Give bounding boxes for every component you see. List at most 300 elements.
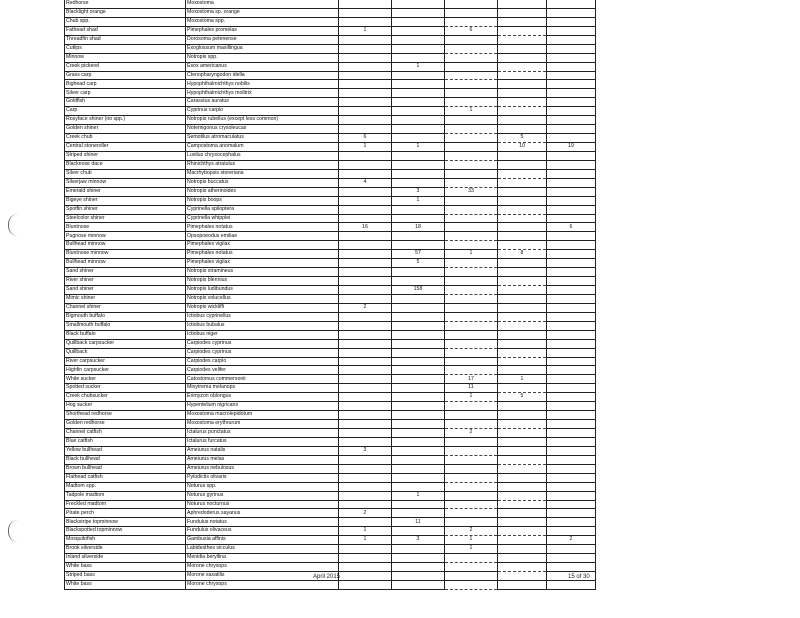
scientific-name-cell: Gambusia affinis bbox=[186, 536, 339, 545]
count-cell bbox=[392, 44, 445, 53]
count-cell bbox=[498, 259, 547, 268]
common-name-cell: Fathead shad bbox=[65, 26, 186, 35]
count-cell bbox=[339, 116, 392, 125]
count-cell bbox=[339, 563, 392, 572]
scientific-name-cell: Notropis ludibundus bbox=[186, 286, 339, 295]
table-row bbox=[65, 420, 596, 429]
common-name-cell: Central stoneroller bbox=[65, 143, 186, 152]
scientific-name-cell: Erimyzon oblongus bbox=[186, 393, 339, 402]
common-name-cell: Bigeye shiner bbox=[65, 196, 186, 205]
table-row bbox=[65, 169, 596, 178]
common-name-cell: Creek chubsucker bbox=[65, 393, 186, 402]
count-cell bbox=[547, 187, 596, 196]
count-cell: 1 bbox=[339, 26, 392, 35]
count-cell bbox=[339, 259, 392, 268]
scientific-name-cell: Notropis atherinoides bbox=[186, 187, 339, 196]
table-row bbox=[65, 491, 596, 500]
common-name-cell: Bighead carp bbox=[65, 80, 186, 89]
count-cell: 3 bbox=[392, 187, 445, 196]
scientific-name-cell: Ictalurus punctatus bbox=[186, 429, 339, 438]
count-cell bbox=[498, 572, 547, 581]
common-name-cell: Silverjaw minnow bbox=[65, 178, 186, 187]
scientific-name-cell: Morone saxatilis bbox=[186, 572, 339, 581]
count-cell bbox=[498, 205, 547, 214]
count-cell bbox=[498, 294, 547, 303]
count-cell bbox=[498, 241, 547, 250]
count-cell bbox=[392, 446, 445, 455]
count-cell bbox=[339, 464, 392, 473]
count-cell: 6 bbox=[547, 223, 596, 232]
species-table-body bbox=[65, 0, 596, 589]
count-cell bbox=[547, 214, 596, 223]
table-row bbox=[65, 160, 596, 169]
count-cell bbox=[498, 35, 547, 44]
table-row bbox=[65, 250, 596, 259]
count-cell bbox=[392, 339, 445, 348]
count-cell bbox=[445, 420, 498, 429]
count-cell bbox=[392, 98, 445, 107]
count-cell bbox=[547, 429, 596, 438]
scientific-name-cell: Ameiurus melas bbox=[186, 455, 339, 464]
table-row bbox=[65, 348, 596, 357]
count-cell bbox=[498, 151, 547, 160]
common-name-cell: Minnow bbox=[65, 53, 186, 62]
count-cell bbox=[498, 80, 547, 89]
scientific-name-cell: Carpiodes carpio bbox=[186, 357, 339, 366]
count-cell bbox=[547, 294, 596, 303]
count-cell bbox=[547, 464, 596, 473]
common-name-cell: Mosquitofish bbox=[65, 536, 186, 545]
count-cell bbox=[445, 196, 498, 205]
scientific-name-cell: Carpiodes cyprinus bbox=[186, 339, 339, 348]
table-row bbox=[65, 429, 596, 438]
scientific-name-cell: Noturus gyrinus bbox=[186, 491, 339, 500]
count-cell bbox=[498, 223, 547, 232]
count-cell bbox=[498, 420, 547, 429]
count-cell bbox=[445, 259, 498, 268]
count-cell bbox=[392, 580, 445, 589]
count-cell bbox=[339, 250, 392, 259]
count-cell bbox=[339, 393, 392, 402]
count-cell: 1 bbox=[392, 143, 445, 152]
count-cell bbox=[339, 35, 392, 44]
count-cell bbox=[339, 437, 392, 446]
count-cell bbox=[498, 125, 547, 134]
count-cell bbox=[498, 98, 547, 107]
scientific-name-cell: Luxilus chrysocephalus bbox=[186, 151, 339, 160]
scientific-name-cell: Hypophthalmichthys molitrix bbox=[186, 89, 339, 98]
common-name-cell: River carpsucker bbox=[65, 357, 186, 366]
count-cell bbox=[547, 205, 596, 214]
count-cell: 1 bbox=[339, 536, 392, 545]
count-cell bbox=[392, 527, 445, 536]
common-name-cell: White sucker bbox=[65, 375, 186, 384]
scientific-name-cell: Moxostoma spp. bbox=[186, 17, 339, 26]
count-cell bbox=[498, 196, 547, 205]
scientific-name-cell: Semotilus atromaculatus bbox=[186, 134, 339, 143]
scientific-name-cell: Aphredoderus sayanus bbox=[186, 509, 339, 518]
table-row bbox=[65, 446, 596, 455]
count-cell bbox=[547, 116, 596, 125]
count-cell bbox=[498, 518, 547, 527]
table-row bbox=[65, 536, 596, 545]
count-cell bbox=[445, 509, 498, 518]
table-row bbox=[65, 8, 596, 17]
count-cell bbox=[339, 232, 392, 241]
common-name-cell: Blackspotted topminnow bbox=[65, 527, 186, 536]
count-cell bbox=[498, 473, 547, 482]
count-cell bbox=[339, 214, 392, 223]
count-cell bbox=[498, 53, 547, 62]
count-cell bbox=[547, 384, 596, 393]
count-cell bbox=[339, 429, 392, 438]
count-cell bbox=[547, 420, 596, 429]
count-cell bbox=[547, 348, 596, 357]
count-cell bbox=[339, 17, 392, 26]
count-cell bbox=[339, 375, 392, 384]
count-cell bbox=[498, 44, 547, 53]
table-row bbox=[65, 134, 596, 143]
count-cell bbox=[392, 214, 445, 223]
common-name-cell: Smallmouth buffalo bbox=[65, 321, 186, 330]
count-cell bbox=[547, 62, 596, 71]
table-row bbox=[65, 384, 596, 393]
common-name-cell: Channel catfish bbox=[65, 429, 186, 438]
count-cell bbox=[445, 491, 498, 500]
common-name-cell: Hog sucker bbox=[65, 402, 186, 411]
count-cell bbox=[392, 429, 445, 438]
count-cell bbox=[498, 554, 547, 563]
count-cell bbox=[445, 35, 498, 44]
count-cell bbox=[445, 44, 498, 53]
count-cell bbox=[445, 134, 498, 143]
table-row bbox=[65, 232, 596, 241]
count-cell bbox=[339, 357, 392, 366]
count-cell bbox=[445, 455, 498, 464]
scientific-name-cell: Ictiobus cyprinellus bbox=[186, 312, 339, 321]
count-cell bbox=[392, 500, 445, 509]
scientific-name-cell: Moxostoma sp. orange bbox=[186, 8, 339, 17]
count-cell bbox=[445, 151, 498, 160]
count-cell: 1 bbox=[392, 62, 445, 71]
count-cell bbox=[498, 62, 547, 71]
footer-date: April 2015 bbox=[313, 574, 341, 580]
scientific-name-cell: Notropis boops bbox=[186, 196, 339, 205]
count-cell bbox=[392, 437, 445, 446]
scientific-name-cell: Pylodictis olivaris bbox=[186, 473, 339, 482]
count-cell bbox=[445, 563, 498, 572]
count-cell bbox=[498, 178, 547, 187]
scientific-name-cell: Moxostoma macrolepidotum bbox=[186, 411, 339, 420]
scientific-name-cell: Pimephales promelas bbox=[186, 26, 339, 35]
count-cell bbox=[339, 411, 392, 420]
common-name-cell: Tadpole madtom bbox=[65, 491, 186, 500]
count-cell bbox=[547, 160, 596, 169]
count-cell: 5 bbox=[498, 134, 547, 143]
scientific-name-cell: Carpiodes cyprinus bbox=[186, 348, 339, 357]
count-cell bbox=[445, 580, 498, 589]
count-cell: 3 bbox=[392, 536, 445, 545]
count-cell bbox=[547, 134, 596, 143]
table-row bbox=[65, 464, 596, 473]
table-row bbox=[65, 80, 596, 89]
count-cell bbox=[339, 8, 392, 17]
table-row bbox=[65, 303, 596, 312]
count-cell bbox=[392, 572, 445, 581]
count-cell bbox=[392, 89, 445, 98]
count-cell bbox=[339, 169, 392, 178]
count-cell: 11 bbox=[392, 518, 445, 527]
scientific-name-cell: Moxostoma bbox=[186, 0, 339, 8]
count-cell: 1 bbox=[445, 536, 498, 545]
scientific-name-cell: Notropis volucellus bbox=[186, 294, 339, 303]
common-name-cell: Golden shiner bbox=[65, 125, 186, 134]
common-name-cell: Yellow bullhead bbox=[65, 446, 186, 455]
table-row bbox=[65, 330, 596, 339]
scientific-name-cell: Moxostoma erythrurum bbox=[186, 420, 339, 429]
table-row bbox=[65, 89, 596, 98]
count-cell bbox=[392, 420, 445, 429]
count-cell bbox=[445, 241, 498, 250]
common-name-cell: Spotted sucker bbox=[65, 384, 186, 393]
count-cell bbox=[339, 339, 392, 348]
count-cell bbox=[339, 572, 392, 581]
count-cell bbox=[498, 26, 547, 35]
count-cell bbox=[498, 402, 547, 411]
common-name-cell: Channel shiner bbox=[65, 303, 186, 312]
scientific-name-cell: Macrhybopsis storeriana bbox=[186, 169, 339, 178]
count-cell bbox=[445, 482, 498, 491]
count-cell bbox=[445, 348, 498, 357]
table-row bbox=[65, 286, 596, 295]
count-cell bbox=[445, 143, 498, 152]
count-cell bbox=[445, 286, 498, 295]
table-row bbox=[65, 294, 596, 303]
table-row bbox=[65, 500, 596, 509]
count-cell bbox=[547, 44, 596, 53]
count-cell bbox=[547, 518, 596, 527]
count-cell bbox=[498, 312, 547, 321]
binder-hole-mark bbox=[8, 214, 19, 236]
count-cell bbox=[498, 366, 547, 375]
count-cell bbox=[445, 518, 498, 527]
count-cell bbox=[445, 53, 498, 62]
count-cell bbox=[445, 572, 498, 581]
count-cell bbox=[547, 268, 596, 277]
scientific-name-cell: Labidesthes sicculus bbox=[186, 545, 339, 554]
count-cell bbox=[445, 464, 498, 473]
count-cell bbox=[547, 339, 596, 348]
count-cell: 1 bbox=[445, 107, 498, 116]
table-row bbox=[65, 259, 596, 268]
table-row bbox=[65, 554, 596, 563]
count-cell bbox=[392, 151, 445, 160]
count-cell bbox=[498, 536, 547, 545]
count-cell bbox=[339, 89, 392, 98]
count-cell bbox=[445, 473, 498, 482]
scientific-name-cell: Notropis rubellus (except less common) bbox=[186, 116, 339, 125]
table-row bbox=[65, 178, 596, 187]
count-cell bbox=[445, 205, 498, 214]
scientific-name-cell: Notropis blennius bbox=[186, 277, 339, 286]
count-cell bbox=[547, 17, 596, 26]
table-row bbox=[65, 125, 596, 134]
table-row bbox=[65, 393, 596, 402]
common-name-cell: Cutlips bbox=[65, 44, 186, 53]
scientific-name-cell: Ctenopharyngodon idella bbox=[186, 71, 339, 80]
count-cell bbox=[339, 500, 392, 509]
count-cell: 1 bbox=[445, 250, 498, 259]
count-cell bbox=[547, 241, 596, 250]
count-cell bbox=[339, 580, 392, 589]
count-cell bbox=[392, 464, 445, 473]
count-cell bbox=[547, 303, 596, 312]
table-row bbox=[65, 151, 596, 160]
count-cell: 1 bbox=[445, 545, 498, 554]
common-name-cell: Quillback carpsucker bbox=[65, 339, 186, 348]
count-cell bbox=[498, 429, 547, 438]
count-cell bbox=[445, 330, 498, 339]
count-cell bbox=[392, 53, 445, 62]
table-row bbox=[65, 268, 596, 277]
count-cell bbox=[547, 393, 596, 402]
scientific-name-cell: Ameiurus nebulosus bbox=[186, 464, 339, 473]
count-cell bbox=[339, 545, 392, 554]
count-cell: 158 bbox=[392, 286, 445, 295]
count-cell bbox=[392, 509, 445, 518]
count-cell bbox=[445, 294, 498, 303]
count-cell bbox=[339, 384, 392, 393]
table-row bbox=[65, 143, 596, 152]
count-cell bbox=[498, 527, 547, 536]
count-cell bbox=[392, 330, 445, 339]
count-cell: 6 bbox=[339, 134, 392, 143]
scientific-name-cell: Notropis wickliffi bbox=[186, 303, 339, 312]
count-cell bbox=[547, 491, 596, 500]
table-row bbox=[65, 563, 596, 572]
count-cell bbox=[445, 366, 498, 375]
count-cell: 1 bbox=[339, 527, 392, 536]
count-cell bbox=[498, 411, 547, 420]
common-name-cell: Striped shiner bbox=[65, 151, 186, 160]
count-cell bbox=[339, 491, 392, 500]
common-name-cell: Brook silverside bbox=[65, 545, 186, 554]
count-cell bbox=[445, 232, 498, 241]
common-name-cell: Golden redhorse bbox=[65, 420, 186, 429]
common-name-cell: Redhorse bbox=[65, 0, 186, 8]
common-name-cell: Striped bass bbox=[65, 572, 186, 581]
table-row bbox=[65, 357, 596, 366]
table-row bbox=[65, 107, 596, 116]
count-cell bbox=[498, 232, 547, 241]
count-cell bbox=[498, 160, 547, 169]
common-name-cell: Blacknose dace bbox=[65, 160, 186, 169]
count-cell bbox=[498, 491, 547, 500]
count-cell bbox=[547, 178, 596, 187]
count-cell bbox=[445, 178, 498, 187]
count-cell bbox=[498, 437, 547, 446]
common-name-cell: Creek chub bbox=[65, 134, 186, 143]
count-cell bbox=[547, 107, 596, 116]
count-cell bbox=[547, 545, 596, 554]
count-cell bbox=[392, 160, 445, 169]
count-cell bbox=[498, 187, 547, 196]
table-row bbox=[65, 26, 596, 35]
count-cell bbox=[498, 71, 547, 80]
count-cell bbox=[392, 277, 445, 286]
common-name-cell: Bullhead minnow bbox=[65, 259, 186, 268]
scientific-name-cell: Catostomus commersonii bbox=[186, 375, 339, 384]
common-name-cell: White bass bbox=[65, 563, 186, 572]
count-cell bbox=[547, 286, 596, 295]
scientific-name-cell: Rhinichthys atratulus bbox=[186, 160, 339, 169]
count-cell: 8 bbox=[498, 250, 547, 259]
common-name-cell: Pirate perch bbox=[65, 509, 186, 518]
count-cell bbox=[339, 160, 392, 169]
count-cell bbox=[445, 169, 498, 178]
count-cell bbox=[392, 411, 445, 420]
count-cell bbox=[339, 294, 392, 303]
count-cell bbox=[339, 473, 392, 482]
scientific-name-cell: Dorosoma petenense bbox=[186, 35, 339, 44]
common-name-cell: Blue catfish bbox=[65, 437, 186, 446]
common-name-cell: Highfin carpsucker bbox=[65, 366, 186, 375]
count-cell bbox=[445, 62, 498, 71]
count-cell bbox=[547, 357, 596, 366]
count-cell bbox=[547, 437, 596, 446]
count-cell bbox=[498, 17, 547, 26]
count-cell bbox=[339, 277, 392, 286]
count-cell bbox=[339, 518, 392, 527]
common-name-cell: Black buffalo bbox=[65, 330, 186, 339]
count-cell bbox=[547, 0, 596, 8]
scientific-name-cell: Cyprinella whipplei bbox=[186, 214, 339, 223]
count-cell: 1 bbox=[392, 196, 445, 205]
table-row bbox=[65, 0, 596, 8]
scientific-name-cell: Minytrema melanops bbox=[186, 384, 339, 393]
table-row bbox=[65, 366, 596, 375]
table-row bbox=[65, 402, 596, 411]
count-cell bbox=[339, 420, 392, 429]
count-cell bbox=[498, 384, 547, 393]
scientific-name-cell: Esox americanus bbox=[186, 62, 339, 71]
common-name-cell: Pugnose minnow bbox=[65, 232, 186, 241]
scientific-name-cell: Fundulus olivaceus bbox=[186, 527, 339, 536]
count-cell bbox=[547, 71, 596, 80]
count-cell bbox=[445, 116, 498, 125]
count-cell bbox=[547, 98, 596, 107]
count-cell bbox=[339, 151, 392, 160]
scientific-name-cell: Notropis buccatus bbox=[186, 178, 339, 187]
table-row bbox=[65, 187, 596, 196]
count-cell bbox=[547, 250, 596, 259]
count-cell bbox=[498, 321, 547, 330]
count-cell bbox=[392, 563, 445, 572]
count-cell bbox=[339, 187, 392, 196]
count-cell bbox=[498, 339, 547, 348]
count-cell: 1 bbox=[392, 491, 445, 500]
table-row bbox=[65, 116, 596, 125]
count-cell bbox=[547, 473, 596, 482]
table-row bbox=[65, 62, 596, 71]
scientific-name-cell: Notropis spp. bbox=[186, 53, 339, 62]
common-name-cell: Creek pickerel bbox=[65, 62, 186, 71]
count-cell: 5 bbox=[498, 393, 547, 402]
count-cell bbox=[339, 554, 392, 563]
common-name-cell: Chub spp. bbox=[65, 17, 186, 26]
count-cell bbox=[392, 402, 445, 411]
count-cell bbox=[392, 232, 445, 241]
